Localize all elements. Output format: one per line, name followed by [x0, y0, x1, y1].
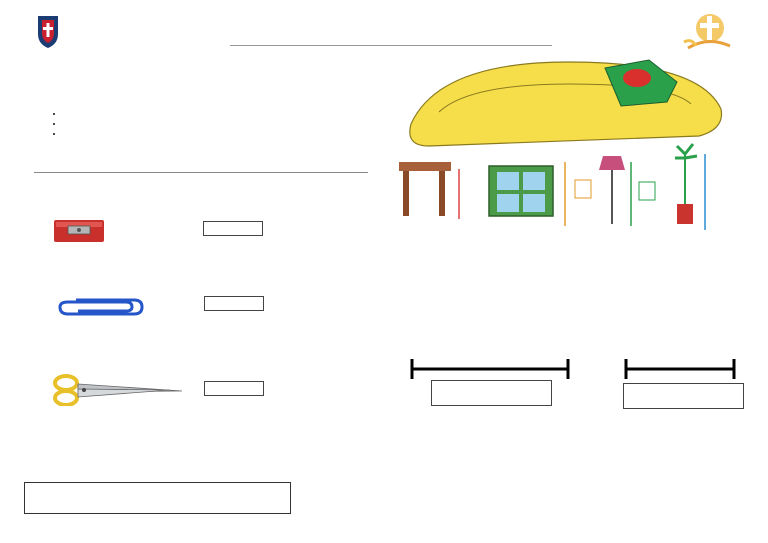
school-logo: [34, 12, 98, 50]
answer-cm-1[interactable]: [431, 380, 552, 406]
ruler-2: [52, 321, 268, 347]
question-5: [418, 427, 432, 438]
puntos-box: [24, 482, 291, 514]
bullet-eje: [64, 109, 398, 119]
separator-line: [34, 172, 368, 173]
answer-box-2[interactable]: [204, 296, 264, 311]
ruler-3: [52, 408, 268, 434]
sharpener-image: [52, 214, 108, 246]
right-logo: [682, 12, 734, 52]
paperclip-image: [56, 296, 146, 318]
bullet-indicadores: [64, 129, 398, 139]
bullet-capacidades: [64, 119, 398, 129]
ruler-1: [52, 247, 268, 273]
answer-box-3[interactable]: [204, 381, 264, 396]
header-line: [235, 31, 247, 45]
tape-measure-illustration: [399, 54, 732, 234]
question-1: [50, 194, 56, 205]
question-3: [418, 259, 424, 270]
bullet-list: [36, 109, 398, 139]
measure-line-2: [624, 358, 736, 380]
question-4: [418, 329, 424, 340]
measure-line-1: [410, 358, 570, 380]
header-underline: [230, 45, 552, 46]
scissors-image: [52, 374, 186, 406]
answer-box-1[interactable]: [203, 221, 263, 236]
answer-cm-2[interactable]: [623, 383, 744, 409]
